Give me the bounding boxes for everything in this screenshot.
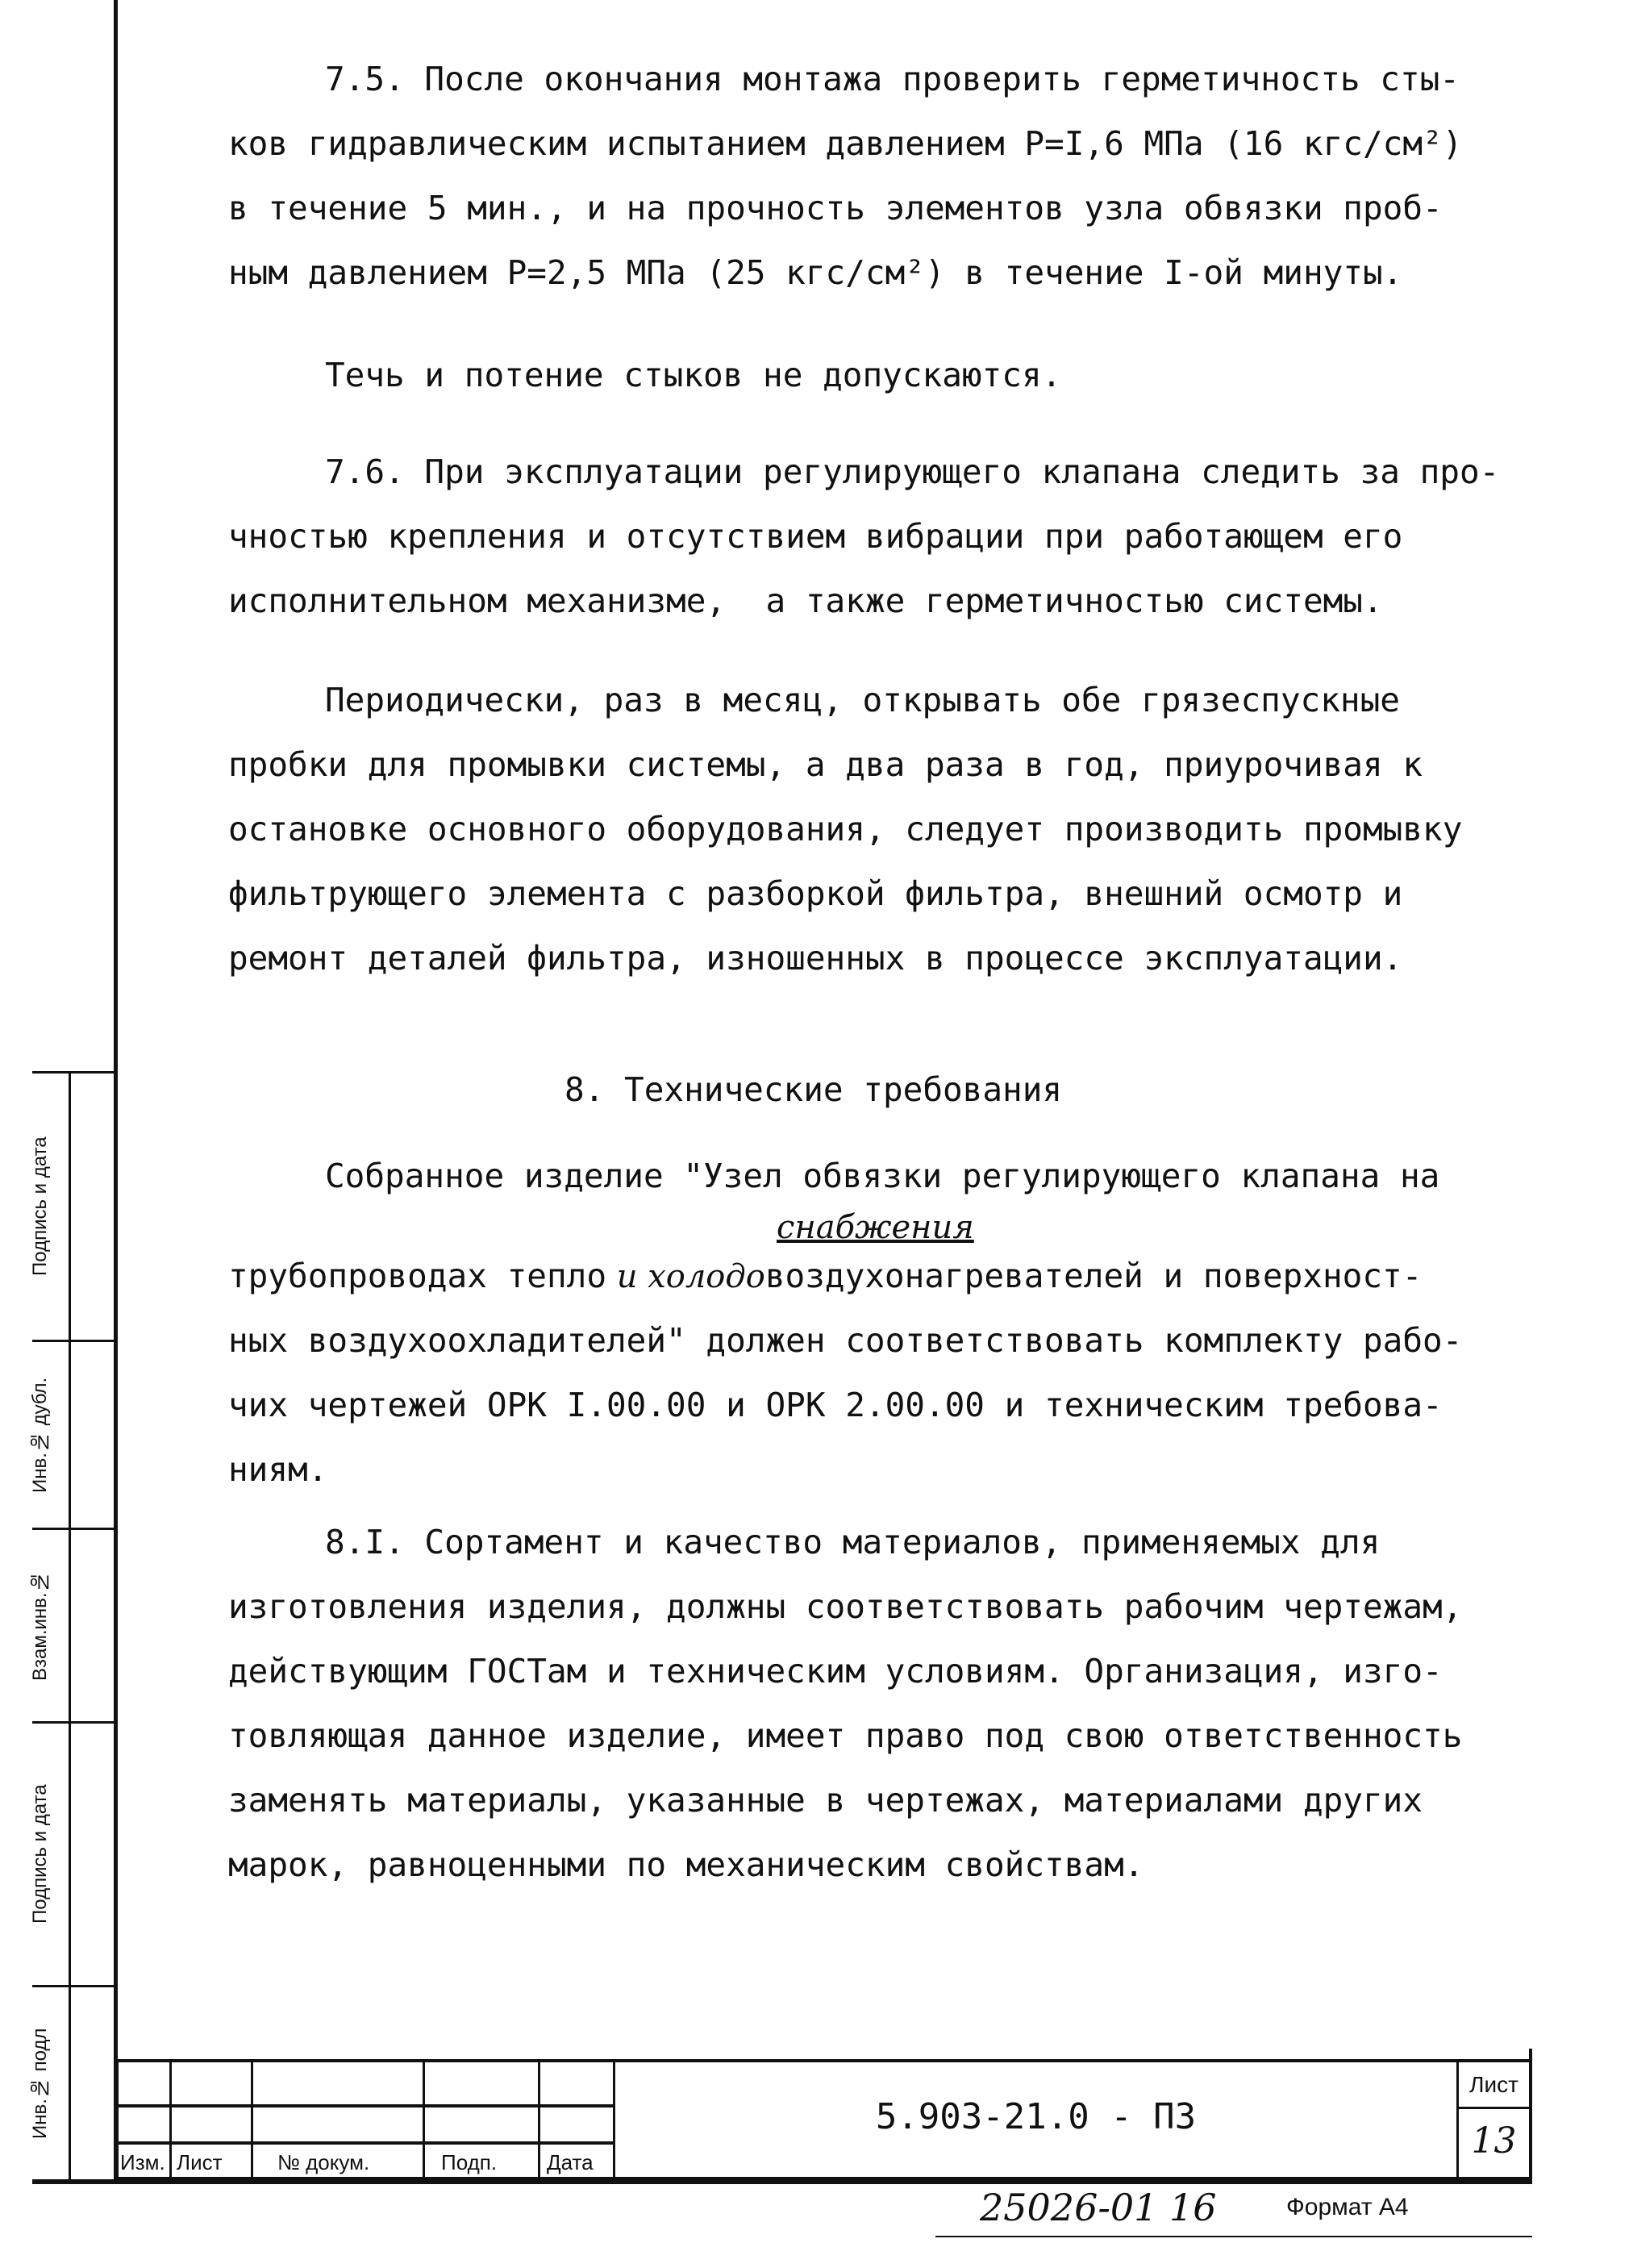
text-line: ниям. bbox=[228, 1450, 328, 1489]
footer-rule bbox=[935, 2236, 1532, 2237]
row-divider bbox=[119, 2141, 615, 2145]
section-8-heading bbox=[564, 1057, 1062, 1122]
handwritten-insert: и холодо bbox=[606, 1258, 765, 1295]
col-doc-number bbox=[253, 2062, 425, 2177]
sidebar-label: Подпись и дата bbox=[29, 1784, 51, 1924]
text-line bbox=[228, 1209, 1462, 1308]
inventory-number: 25026-01 16 bbox=[980, 2186, 1217, 2229]
text-line: чностью крепления и отсутствием вибрации при работающем его bbox=[228, 517, 1403, 556]
sheet-number: 13 bbox=[1471, 2120, 1517, 2162]
periodic-maintenance bbox=[228, 668, 1462, 990]
text-line: Периодически, раз в месяц, открывать обе грязеспускные bbox=[325, 681, 1400, 719]
text-line: в течение 5 мин., и на прочность элементов узла обвязки проб- bbox=[228, 189, 1443, 227]
sidebar-label: Инв.№ дубл. bbox=[29, 1377, 51, 1493]
text-segment: трубопроводах тепло bbox=[228, 1257, 606, 1295]
column-label: № докум. bbox=[277, 2150, 370, 2174]
frame-left-border bbox=[114, 0, 118, 2184]
text-line: товляющая данное изделие, имеет право под свою ответственность bbox=[228, 1716, 1463, 1755]
column-label: Изм. bbox=[120, 2150, 165, 2174]
heading: 8. Технические требования bbox=[564, 1070, 1063, 1109]
column-label: Подп. bbox=[441, 2150, 498, 2174]
title-block bbox=[115, 2059, 1532, 2182]
handwritten-annotation: снабжения bbox=[777, 1209, 974, 1246]
section-7-5 bbox=[228, 47, 1462, 305]
sidebar-inner-line bbox=[69, 1071, 71, 2184]
text-line: ремонт деталей фильтра, изношенных в процессе эксплуатации. bbox=[228, 939, 1403, 978]
text-line: Собранное изделие "Узел обвязки регулирующего клапана на bbox=[325, 1157, 1440, 1195]
document-designation: 5.903-21.0 - ПЗ bbox=[875, 2096, 1197, 2137]
leak-note bbox=[228, 343, 1061, 407]
column-label: Лист bbox=[177, 2150, 223, 2174]
col-signature bbox=[425, 2062, 540, 2177]
text-line: действующим ГОСТам и техническим условиям. Организация, изго- bbox=[228, 1652, 1443, 1691]
section-8-1 bbox=[228, 1510, 1462, 1897]
col-sheet bbox=[172, 2062, 253, 2177]
text-line: 7.5. После окончания монтажа проверить герметичность сты- bbox=[325, 60, 1460, 98]
text-line: фильтрующего элемента с разборкой фильтра, внешний осмотр и bbox=[228, 874, 1403, 913]
text-line: заменять материалы, указанные в чертежах, материалами других bbox=[228, 1781, 1423, 1820]
text-segment: воздухонагревателей и поверхност- bbox=[764, 1257, 1423, 1295]
text-line: пробки для промывки системы, а два раза в год, приурочивая к bbox=[228, 745, 1423, 784]
sheet-label: Лист bbox=[1459, 2062, 1529, 2109]
text-line: ным давлением P=2,5 МПа (25 кгс/см²) в течение I-ой минуты. bbox=[228, 253, 1403, 292]
sheet-cell bbox=[1456, 2062, 1529, 2177]
text-line: исполнительном механизме, а также герметичностью системы. bbox=[228, 582, 1383, 620]
text-line: марок, равноценными по механическим свойствам. bbox=[228, 1845, 1144, 1884]
format-label: Формат А4 bbox=[1286, 2194, 1409, 2220]
text-line: чих чертежей ОРК I.00.00 и ОРК 2.00.00 и техническим требова- bbox=[228, 1386, 1443, 1424]
text-line: Течь и потение стыков не допускаются. bbox=[325, 356, 1062, 394]
text-line: 7.6. При эксплуатации регулирующего клапана следить за про- bbox=[325, 452, 1500, 491]
text-line: изготовления изделия, должны соответствовать рабочим чертежам, bbox=[228, 1587, 1463, 1626]
sidebar-label: Взам.инв.№ bbox=[29, 1570, 51, 1681]
column-label: Дата bbox=[547, 2150, 594, 2174]
text-line: ков гидравлическим испытанием давлением P=I,6 МПа (16 кгс/см²) bbox=[228, 124, 1463, 163]
col-change bbox=[119, 2062, 172, 2177]
row-divider bbox=[119, 2104, 615, 2107]
col-date bbox=[540, 2062, 615, 2177]
sidebar-label: Инв.№ подл bbox=[29, 2028, 51, 2139]
text-line: ных воздухоохладителей" должен соответствовать комплекту рабо- bbox=[228, 1321, 1463, 1360]
section-7-6 bbox=[228, 440, 1499, 633]
sidebar-label: Подпись и дата bbox=[29, 1136, 51, 1277]
text-line: 8.I. Сортамент и качество материалов, применяемых для bbox=[325, 1523, 1381, 1561]
text-line: остановке основного оборудования, следует производить промывку bbox=[228, 810, 1463, 848]
section-8-assembled bbox=[228, 1144, 1462, 1502]
